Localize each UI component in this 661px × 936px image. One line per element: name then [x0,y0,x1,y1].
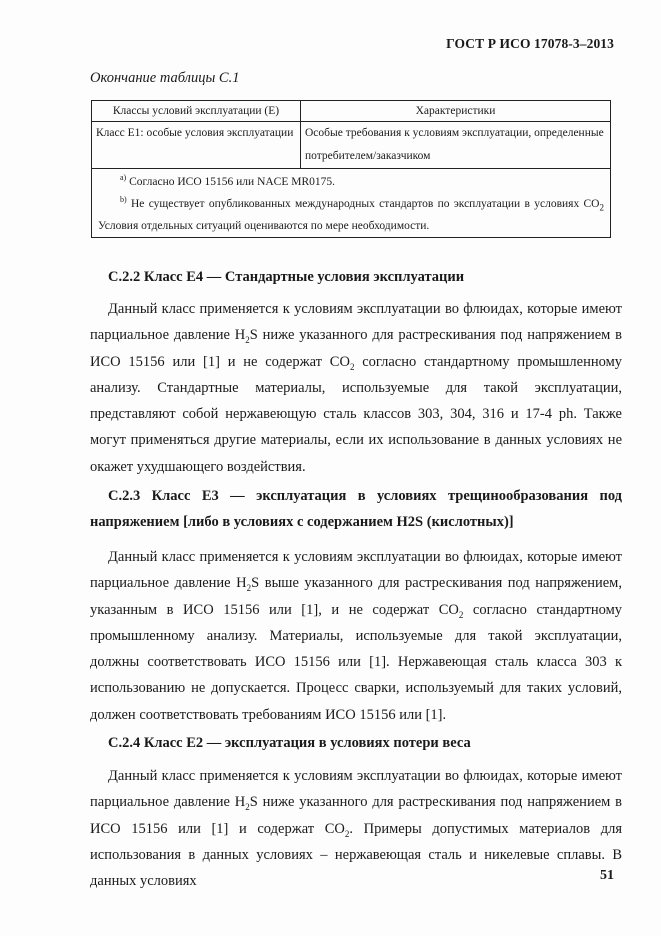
table-notes-row [92,169,611,238]
table-cell-class: Класс E1: особые условия эксплуатации [92,122,301,169]
table-header-class: Классы условий эксплуатации (Е) [92,101,301,122]
paragraph: Данный класс применяется к условиям эксплуатации во флюидах, которые имеют парциальное давление $H_2S$ ниже указанного для растрескивания под напряжением в ИСО 15156 или [1] и не содержат $CO_2$ согласно стандартному промышленному анализу. Стандартные материалы, используемые для такой эксплуатации, представляют собой нержавеющую сталь классов 303, 304, 316 и 17-4 ph. Также могут применяться другие материалы, если их использование в данных условиях не окажет ухудшающего воздействия. [90,301,623,475]
table-caption: Окончание таблицы С.1 [90,70,240,86]
conditions-table [91,100,611,238]
section-heading-c23: С.2.3 Класс E3 — эксплуатация в условиях трещинообразования под напряжением [либо в условиях с содержанием H2S (кислотных)] [90,488,622,530]
table-notes [92,169,611,238]
section-body-c24 [90,763,622,894]
paragraph: Данный класс применяется к условиям эксплуатации во флюидах, которые имеют парциальное давление $H_2S$ ниже указанного для растрескивания под напряжением в ИСО 15156 или [1] и содержат $CO_2$. Примеры допустимых материалов для использования в данных условиях – нержавеющая сталь и никелевые сплавы. В данных условиях [90,768,622,890]
table-row [92,122,611,169]
table-header-row [92,101,611,122]
document-header: ГОСТ Р ИСО 17078-3–2013 [446,36,614,51]
table-cell-characteristics: Особые требования к условиям эксплуатации, определенные потребителем/заказчиком [301,122,611,169]
page-number: 51 [600,868,614,883]
note-marker-a: a) [120,173,127,183]
table-note-b: $^{b)}$ Не существует опубликованных международных стандартов по эксплуатации в условиях $CO_2$ Условия отдельных ситуаций оцениваются по мере необходимости. [98,195,604,232]
table-header-characteristics: Характеристики [301,101,611,122]
note-marker-b: b) [120,195,127,205]
section-body-c23 [90,544,622,728]
section-heading-c24: С.2.4 Класс E2 — эксплуатация в условиях потери веса [108,735,471,751]
section-heading-c22: С.2.2 Класс E4 — Стандартные условия эксплуатации [108,269,465,285]
paragraph: Данный класс применяется к условиям эксплуатации во флюидах, которые имеют парциальное давление $H_2S$ выше указанного для растрескивания под напряжением, указанным в ИСО 15156 или [1], и не содержат $CO_2$ согласно стандартному промышленному анализу. Материалы, используемые для такой эксплуатации, должны соответствовать ИСО 15156 или [1]. Нержавеющая сталь класса 303 к использованию не допускается. Процесс сварки, используемый для таких условий, должен соответствовать требованиям ИСО 15156 или [1]. [90,549,622,723]
table-note-a: $^{a)}$ Согласно ИСО 15156 или NACE MR0175. [120,173,336,188]
section-body-c22 [90,296,622,480]
